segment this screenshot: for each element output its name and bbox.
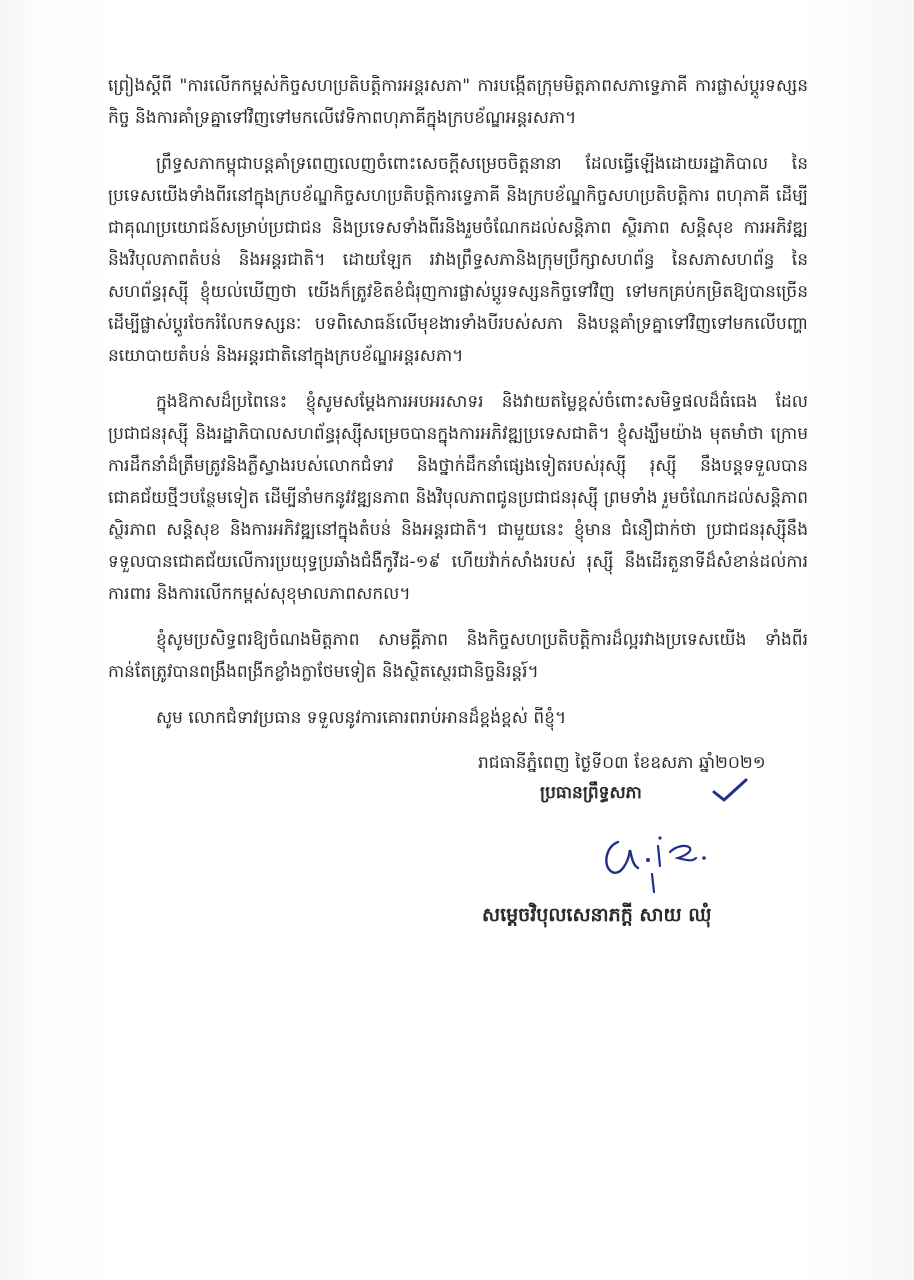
- letter-body: [108, 70, 808, 734]
- signatory-title: ប្រធានព្រឹទ្ធសភា: [540, 783, 642, 803]
- paragraph-1: ព្រៀងស្តីពី "ការលើកកម្ពស់កិច្ចសហប្រតិបត្តិការអន្តរសភា" ការបង្កើតក្រុមមិត្តភាពសភាទ្វេភាគី ការផ្លាស់ប្តូរទស្សនកិច្ច និងការគាំទ្រគ្នាទៅវិញទៅមកលើវេទិកាពហុភាគីក្នុងក្របខ័ណ្ឌអន្តរសភា។: [108, 76, 808, 128]
- paragraph-3: ក្នុងឱកាសដ៏ប្រពៃនេះ ខ្ញុំសូមសម្តែងការអបអរសាទរ និងវាយតម្លៃខ្ពស់ចំពោះសមិទ្ធផលដ៏ធំធេង ដែលប្រជាជនរុស្ស៊ី និងរដ្ឋាភិបាលសហព័ន្ធរុស្ស៊ីសម្រេចបានក្នុងការអភិវឌ្ឍប្រទេសជាតិ។ ខ្ញុំសង្ឃឹមយ៉ាង មុតមាំថា ក្រោមការដឹកនាំដ៏ត្រឹមត្រូវនិងភ្លឺស្វាងរបស់លោកជំទាវ និងថ្នាក់ដឹកនាំផ្សេងទៀតរបស់រុស្ស៊ី រុស្ស៊ី នឹងបន្តទទួលបានជោគជ័យថ្មីៗបន្ថែមទៀត ដើម្បីនាំមកនូវវឌ្ឍនភាព និងវិបុលភាពជូនប្រជាជនរុស្ស៊ី ព្រមទាំង រួមចំណែកដល់សន្តិភាព ស្ថិរភាព សន្តិសុខ និងការអភិវឌ្ឍនៅក្នុងតំបន់ និងអន្តរជាតិ។ ជាមួយនេះ ខ្ញុំមាន ជំនឿជាក់ថា ប្រជាជនរុស្ស៊ីនឹងទទួលបានជោគជ័យលើការប្រយុទ្ធប្រឆាំងជំងឺកូវីដ-១៩ ហើយវ៉ាក់សាំងរបស់ រុស្ស៊ី នឹងដើរតួនាទីដ៏សំខាន់ដល់ការការពារ និងការលើកកម្ពស់សុខុមាលភាពសកល។: [108, 392, 808, 604]
- closing-salutation: សូម លោកជំទាវប្រធាន ទទួលនូវការគោរពរាប់អានដ៏ខ្ពង់ខ្ពស់ ពីខ្ញុំ។: [156, 708, 567, 728]
- paragraph-4: ខ្ញុំសូមប្រសិទ្ធពរឱ្យចំណងមិត្តភាព សាមគ្គីភាព និងកិច្ចសហប្រតិបត្តិការដ៏ល្អរវាងប្រទេសយើង ទាំងពីរកាន់តែត្រូវបានពង្រឹងពង្រីកខ្លាំងក្លាថែមទៀត និងស្ថិតស្ថេរជានិច្ចនិរន្តរ៍។: [108, 630, 808, 682]
- paragraph-2: ព្រឹទ្ធសភាកម្ពុជាបន្តគាំទ្រពេញលេញចំពោះសេចក្តីសម្រេចចិត្តនានា ដែលធ្វើឡើងដោយរដ្ឋាភិបាល នៃប្រទេសយើងទាំងពីរនៅក្នុងក្របខ័ណ្ឌកិច្ចសហប្រតិបត្តិការទ្វេភាគី និងក្របខ័ណ្ឌកិច្ចសហប្រតិបត្តិការ ពហុភាគី ដើម្បីជាគុណប្រយោជន៍សម្រាប់ប្រជាជន និងប្រទេសទាំងពីរនិងរួមចំណែកដល់សន្តិភាព ស្ថិរភាព សន្តិសុខ ការអភិវឌ្ឍ និងវិបុលភាពតំបន់ និងអន្តរជាតិ។ ដោយឡែក រវាងព្រឹទ្ធសភានិងក្រុមប្រឹក្សាសហព័ន្ធ នៃសភាសហព័ន្ធ នៃសហព័ន្ធរុស្ស៊ី ខ្ញុំយល់ឃើញថា យើងក៏ត្រូវខិតខំជំរុញការផ្លាស់ប្តូរទស្សនកិច្ចទៅវិញ ទៅមកគ្រប់កម្រិតឱ្យបានច្រើន ដើម្បីផ្លាស់ប្តូរចែករំលែកទស្សនៈ បទពិសោធន៍លើមុខងារទាំងបីរបស់សភា និងបន្តគាំទ្រគ្នាទៅវិញទៅមកលើបញ្ហានយោបាយតំបន់ និងអន្តរជាតិនៅក្នុងក្របខ័ណ្ឌអន្តរសភា។: [108, 154, 808, 366]
- initial-checkmark: [710, 776, 750, 806]
- signatory-name: សម្តេចវិបុលសេនាភក្តី សាយ ឈុំ: [482, 904, 712, 926]
- handwritten-signature: [596, 822, 716, 902]
- date-place-line: រាជធានីភ្នំពេញ ថ្ងៃទី០៣ ខែឧសភា ឆ្នាំ២០២១: [478, 753, 766, 773]
